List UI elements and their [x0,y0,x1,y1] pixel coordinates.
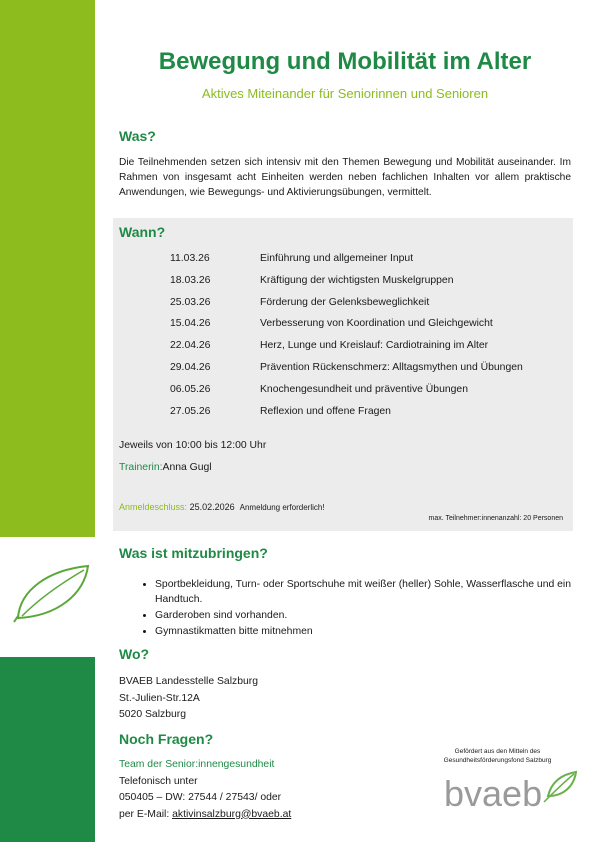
wo-heading: Wo? [119,646,150,662]
schedule-date: 22.04.26 [170,340,211,352]
schedule-date: 29.04.26 [170,361,211,373]
address-line: 5020 Salzburg [119,709,187,720]
funding-line: Gesundheitsförderungsfond Salzburg [443,757,552,764]
schedule-row [170,297,523,319]
schedule-list [170,253,523,427]
schedule-row [170,275,523,297]
deadline-date: 25.02.2026 [189,502,235,512]
max-participants: max. Teilnehmer:innenanzahl: 20 Personen [428,515,563,522]
page-title: Bewegung und Mobilität im Alter [158,48,532,75]
schedule-row [170,406,523,428]
trainer-line [119,462,212,473]
deadline-label: Anmeldeschluss: [119,502,188,512]
email-line [119,807,291,824]
side-bar-top [0,0,95,537]
contact-info [119,757,291,823]
address [119,674,258,724]
schedule-topic: Förderung der Gelenksbeweglichkeit [260,296,430,308]
address-line: St.-Julien-Str.12A [119,692,200,704]
was-heading: Was? [119,128,156,144]
list-item: • Garderoben sind vorhanden. [155,608,595,623]
schedule-topic: Knochengesundheit und präventive Übungen [260,383,468,395]
phone-number: 050405 – DW: 27544 / 27543/ oder [119,792,282,803]
bring-heading: Was ist mitzubringen? [119,545,268,561]
schedule-date: 15.04.26 [170,318,211,330]
side-bar-bottom [0,657,95,842]
leaf-icon [8,560,92,626]
schedule-row [170,384,523,406]
schedule-date: 18.03.26 [170,274,211,286]
list-item: • Gymnastikmatten bitte mitnehmen [155,624,595,639]
schedule-topic: Kräftigung der wichtigsten Muskelgruppen [260,274,454,286]
trainer-name: Anna Gugl [162,462,212,473]
schedule-row [170,253,523,275]
schedule-topic: Reflexion und offene Fragen [260,405,391,417]
funding-note [430,747,565,765]
address-line: BVAEB Landesstelle Salzburg [119,676,259,687]
bvaeb-logo [440,766,580,816]
wann-heading: Wann? [119,224,166,240]
page-subtitle: Aktives Miteinander für Seniorinnen und Senioren [201,86,489,101]
was-text: Die Teilnehmenden setzen sich intensiv mit den Themen Bewegung und Mobilität auseinander. Im Rahmen von insgesamt acht Einheiten werden neben fachlichen Inhalten vor allem praktische Anwendungen, wie Bewegungs- und Aktivierungsübungen, vermittelt. [119,157,571,198]
funding-line: Gefördert aus den Mitteln des [454,748,541,755]
schedule-topic: Prävention Rückenschmerz: Alltagsmythen und Übungen [260,361,523,373]
schedule-topic: Einführung und allgemeiner Input [260,253,414,264]
session-time: Jeweils von 10:00 bis 12:00 Uhr [119,440,267,451]
schedule-row [170,362,523,384]
team-name: Team der Senior:innengesundheit [119,759,275,770]
trainer-label: Trainerin: [119,462,163,473]
schedule-date: 11.03.26 [170,253,210,264]
schedule-row [170,340,523,362]
list-item: • Sportbekleidung, Turn- oder Sportschuhe mit weißer (heller) Sohle, Wasserflasche und ein Handtuch. [155,577,595,607]
phone-label: Telefonisch unter [119,775,198,787]
schedule-date: 06.05.26 [170,383,211,395]
schedule-date: 27.05.26 [170,405,211,417]
schedule-topic: Herz, Lunge und Kreislauf: Cardiotraining im Alter [260,340,489,352]
registration-note: Anmeldung erforderlich! [239,503,325,512]
email-link[interactable]: aktivinsalzburg@bvaeb.at [172,808,292,820]
deadline-line [119,502,325,512]
bring-list [119,577,595,640]
email-label: per E-Mail: [119,808,173,820]
schedule-date: 25.03.26 [170,296,211,308]
schedule-row [170,318,523,340]
schedule-topic: Verbesserung von Koordination und Gleichgewicht [260,318,493,330]
logo-text: bvaeb [444,773,543,814]
fragen-heading: Noch Fragen? [119,731,214,747]
